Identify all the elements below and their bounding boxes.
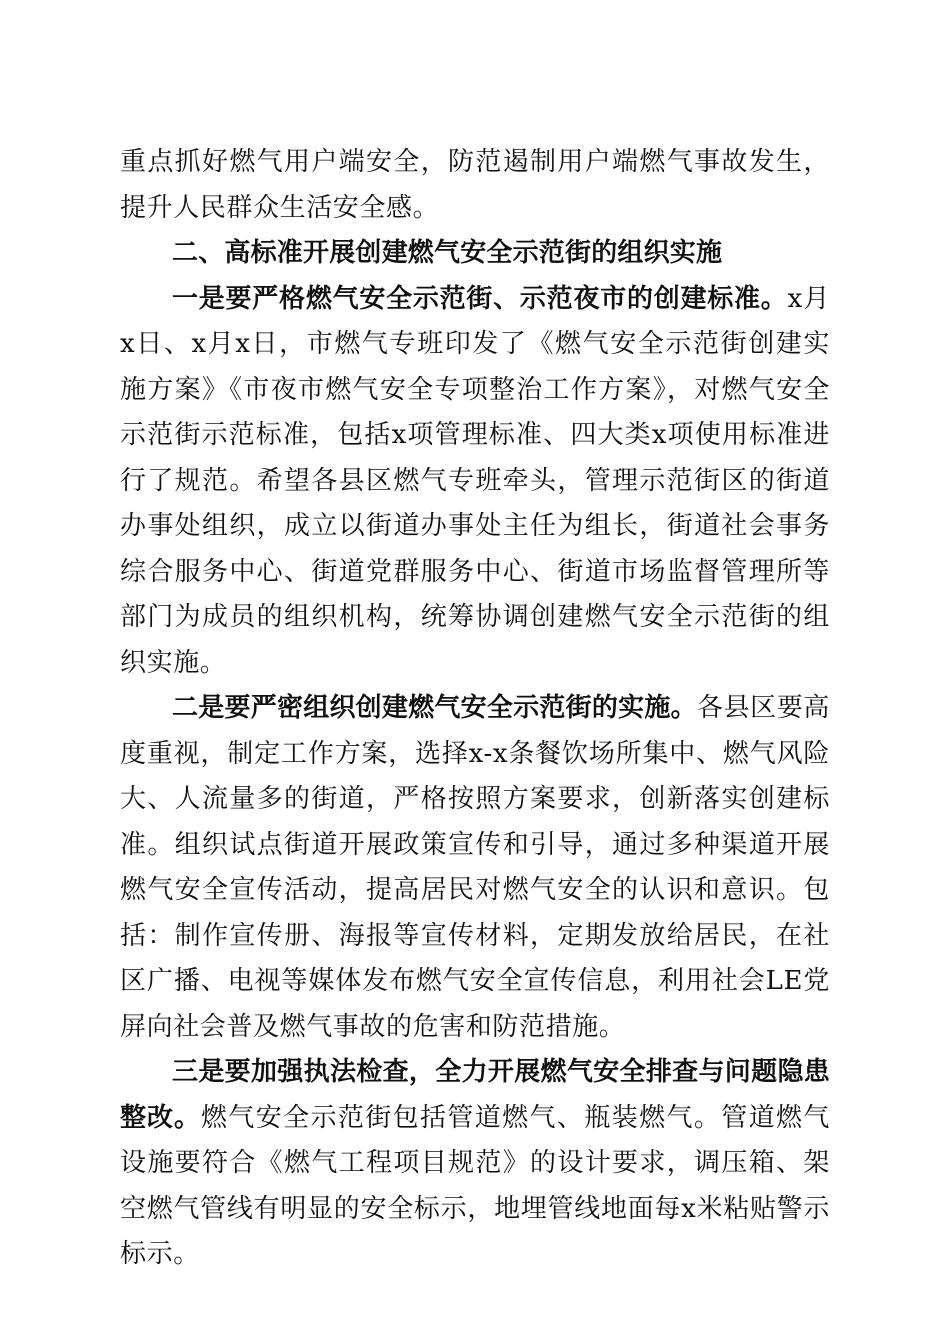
item-lead-2: 二是要严密组织创建燃气安全示范街的实施。 [172,693,697,723]
document-page [120,140,830,1278]
item-paragraph-3 [120,1050,830,1278]
item-lead-1: 一是要严格燃气安全示范街、示范夜市的创建标准。 [172,283,788,314]
intro-paragraph: 重点抓好燃气用户端安全，防范遏制用户端燃气事故发生，提升人民群众生活安全感。 [120,147,830,223]
item-body-2: 各县区要高度重视，制定工作方案，选择x-x条餐饮场所集中、燃气风险大、人流量多的街道，严格按照方案要求，创新落实创建标准。组织试点街道开展政策宣传和引导，通过多种渠道开展燃气安全宣传活动，提高居民对燃气安全的认识和意识。包括：制作宣传册、海报等宣传材料，定期发放给居民，在社区广播、电视等媒体发布燃气安全宣传信息，利用社会LE党屏向社会普及燃气事故的危害和防范措施。 [120,693,830,1042]
item-paragraph-2 [120,686,830,1050]
item-paragraph-1 [120,277,830,687]
section-heading: 二、高标准开展创建燃气安全示范街的组织实施 [172,238,723,268]
item-lead-3: 三是要加强执法检查，全力开展燃气安全排查与问题隐患整改。 [120,1057,830,1133]
item-body-3: 燃气安全示范街包括管道燃气、瓶装燃气。管道燃气设施要符合《燃气工程项目规范》的设计要求，调压箱、架空燃气管线有明显的安全标示，地埋管线地面每x米粘贴警示标示。 [120,1102,830,1269]
item-body-1: x月x日、x月x日，市燃气专班印发了《燃气安全示范街创建实施方案》《市夜市燃气安全专项整治工作方案》，对燃气安全示范街示范标准，包括x项管理标准、四大类x项使用标准进行了规范。希望各县区燃气专班牵头，管理示范街区的街道办事处组织，成立以街道办事处主任为组长，街道社会事务综合服务中心、街道党群服务中心、街道市场监督管理所等部门为成员的组织机构，统筹协调创建燃气安全示范街的组织实施。 [120,283,830,678]
